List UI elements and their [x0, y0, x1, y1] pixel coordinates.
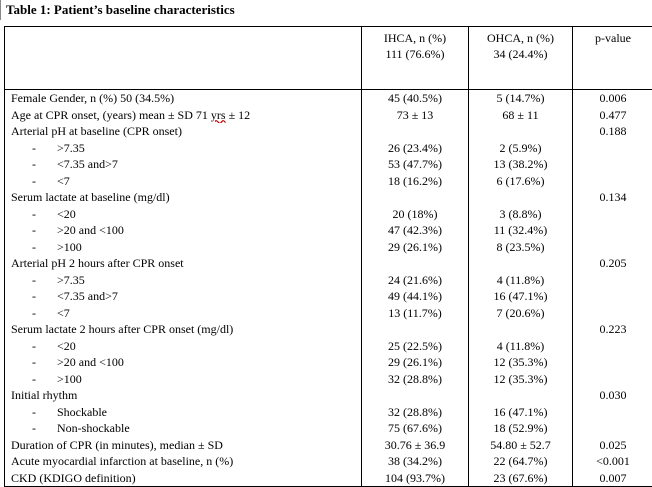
table-row	[5, 239, 652, 256]
ohca-value	[469, 321, 573, 338]
ohca-value: 5 (14.7%)	[469, 90, 573, 107]
row-label: <20	[57, 338, 76, 353]
p-value: 0.188	[573, 123, 652, 140]
table-row	[5, 321, 652, 338]
table-row	[5, 156, 652, 173]
table-row	[5, 206, 652, 223]
p-value: 0.025	[573, 437, 652, 454]
header-ihca	[362, 27, 469, 90]
ohca-value	[469, 387, 573, 404]
p-value: 0.030	[573, 387, 652, 404]
row-label: <7.35 and>7	[57, 157, 118, 171]
ohca-value: 13 (38.2%)	[469, 156, 573, 173]
ihca-value: 29 (26.1%)	[362, 354, 469, 371]
ihca-value: 104 (93.7%)	[362, 470, 469, 487]
ohca-value: 4 (11.8%)	[469, 272, 573, 289]
ihca-value: 30.76 ± 36.9	[362, 437, 469, 454]
ohca-value: 4 (11.8%)	[469, 338, 573, 355]
row-label-cell	[5, 272, 362, 289]
table-row	[5, 272, 652, 289]
row-label: Acute myocardial infarction at baseline, n (%)	[11, 454, 234, 468]
row-label-cell	[5, 222, 362, 239]
list-dash: -	[32, 272, 36, 287]
row-label: Female Gender, n (%) 50 (34.5%)	[11, 91, 175, 105]
p-value: 0.007	[573, 470, 652, 487]
page-corner-mark	[0, 0, 5, 20]
row-label-cell	[5, 140, 362, 157]
ohca-value: 22 (64.7%)	[469, 453, 573, 470]
row-label-cell	[5, 338, 362, 355]
ihca-value: 20 (18%)	[362, 206, 469, 223]
list-dash: -	[32, 305, 36, 320]
row-label: >7.35	[57, 272, 85, 287]
row-label-cell	[5, 305, 362, 322]
p-value	[573, 371, 652, 388]
table-row	[5, 288, 652, 305]
row-label: >100	[57, 371, 82, 386]
row-label: >20 and <100	[57, 355, 124, 369]
ohca-value: 3 (8.8%)	[469, 206, 573, 223]
row-label: >7.35	[57, 140, 85, 155]
header-ihca-line1: IHCA, n (%)	[383, 31, 447, 45]
list-dash: -	[32, 140, 36, 155]
p-value	[573, 354, 652, 371]
ohca-value: 12 (35.3%)	[469, 371, 573, 388]
p-value	[573, 206, 652, 223]
ihca-value: 26 (23.4%)	[362, 140, 469, 157]
ihca-value	[362, 189, 469, 206]
row-label: Initial rhythm	[11, 388, 78, 402]
row-label: <20	[57, 206, 76, 221]
table-row	[5, 255, 652, 272]
table-row	[5, 354, 652, 371]
p-value	[573, 140, 652, 157]
list-dash: -	[32, 173, 36, 188]
ohca-value: 18 (52.9%)	[469, 420, 573, 437]
table-row	[5, 371, 652, 388]
list-dash: -	[32, 404, 36, 419]
row-label: Non-shockable	[57, 421, 130, 435]
row-label-cell	[5, 420, 362, 437]
row-label-part: ± 12	[225, 107, 251, 122]
header-ohca	[469, 27, 573, 90]
table-row	[5, 90, 652, 107]
ohca-value: 6 (17.6%)	[469, 173, 573, 190]
header-ihca-line2: 111 (76.6%)	[385, 46, 445, 61]
p-value	[573, 305, 652, 322]
row-label-cell	[5, 354, 362, 371]
row-label-cell	[5, 371, 362, 388]
ihca-value: 47 (42.3%)	[362, 222, 469, 239]
p-value	[573, 222, 652, 239]
row-label: Shockable	[57, 404, 107, 419]
ohca-value: 23 (67.6%)	[469, 470, 573, 487]
table-row	[5, 189, 652, 206]
row-label-cell	[5, 437, 362, 454]
row-label-cell	[5, 173, 362, 190]
p-value	[573, 173, 652, 190]
row-label-cell	[5, 206, 362, 223]
ohca-value	[469, 123, 573, 140]
ohca-value: 2 (5.9%)	[469, 140, 573, 157]
p-value: 0.223	[573, 321, 652, 338]
ohca-value	[469, 255, 573, 272]
row-label-part: Age at CPR onset, (years) mean ± SD 71	[11, 107, 211, 122]
ohca-value: 16 (47.1%)	[469, 404, 573, 421]
row-label: >20 and <100	[57, 223, 124, 237]
list-dash: -	[32, 223, 36, 237]
ihca-value: 32 (28.8%)	[362, 371, 469, 388]
row-label-yrs-spellcheck: yrs	[210, 107, 226, 122]
list-dash: -	[32, 371, 36, 386]
list-dash: -	[32, 289, 36, 303]
list-dash: -	[32, 355, 36, 369]
row-label: Arterial pH 2 hours after CPR onset	[11, 256, 184, 270]
row-label: CKD (KDIGO definition)	[11, 470, 136, 485]
row-label-cell	[5, 387, 362, 404]
table-row	[5, 305, 652, 322]
p-value	[573, 288, 652, 305]
ohca-value: 8 (23.5%)	[469, 239, 573, 256]
row-label-cell	[5, 288, 362, 305]
ihca-value: 18 (16.2%)	[362, 173, 469, 190]
p-value	[573, 156, 652, 173]
ihca-value: 29 (26.1%)	[362, 239, 469, 256]
p-value	[573, 239, 652, 256]
ohca-value: 16 (47.1%)	[469, 288, 573, 305]
p-value	[573, 420, 652, 437]
ohca-value: 7 (20.6%)	[469, 305, 573, 322]
table-row	[5, 387, 652, 404]
p-value	[573, 338, 652, 355]
row-label: Duration of CPR (in minutes), median ± SD	[11, 437, 223, 452]
row-label-cell	[5, 404, 362, 421]
p-value: 0.477	[573, 107, 652, 124]
ihca-value	[362, 387, 469, 404]
header-label-cell	[5, 27, 362, 90]
ihca-value: 45 (40.5%)	[362, 90, 469, 107]
row-label-cell	[5, 321, 362, 338]
ohca-value: 12 (35.3%)	[469, 354, 573, 371]
row-label: Serum lactate at baseline (mg/dl)	[11, 190, 170, 204]
row-label-cell	[5, 255, 362, 272]
ihca-value: 53 (47.7%)	[362, 156, 469, 173]
p-value: 0.006	[573, 90, 652, 107]
list-dash: -	[32, 338, 36, 353]
table-row	[5, 470, 652, 487]
ohca-value	[469, 189, 573, 206]
table-row	[5, 107, 652, 124]
ihca-value	[362, 255, 469, 272]
table-header-row	[5, 27, 652, 90]
row-label-cell	[5, 90, 362, 107]
row-label-cell	[5, 189, 362, 206]
table-row	[5, 123, 652, 140]
ihca-value: 75 (67.6%)	[362, 420, 469, 437]
row-label-cell	[5, 470, 362, 487]
table-row	[5, 173, 652, 190]
p-value: 0.205	[573, 255, 652, 272]
ihca-value	[362, 321, 469, 338]
row-label-cell	[5, 239, 362, 256]
table-row	[5, 437, 652, 454]
list-dash: -	[32, 421, 36, 435]
ohca-value: 68 ± 11	[469, 107, 573, 124]
row-label: <7	[57, 173, 70, 188]
row-label-cell	[5, 107, 362, 124]
ihca-value: 49 (44.1%)	[362, 288, 469, 305]
list-dash: -	[32, 239, 36, 254]
row-label: <7	[57, 305, 70, 320]
p-value	[573, 272, 652, 289]
table-row	[5, 140, 652, 157]
list-dash: -	[32, 206, 36, 221]
row-label: Arterial pH at baseline (CPR onset)	[11, 124, 182, 138]
header-p-value: p-value	[573, 27, 652, 90]
table-row	[5, 453, 652, 470]
row-label: <7.35 and>7	[57, 289, 118, 303]
table-row	[5, 420, 652, 437]
ihca-value: 38 (34.2%)	[362, 453, 469, 470]
table-title: Table 1: Patient’s baseline characteristics	[6, 2, 235, 17]
header-ohca-line2: 34 (24.4%)	[493, 46, 548, 61]
row-label: >100	[57, 239, 82, 254]
row-label-cell	[5, 156, 362, 173]
table-row	[5, 404, 652, 421]
p-value	[573, 404, 652, 421]
baseline-characteristics-table	[4, 26, 652, 487]
table-row	[5, 338, 652, 355]
row-label-cell	[5, 123, 362, 140]
ohca-value: 11 (32.4%)	[469, 222, 573, 239]
list-dash: -	[32, 157, 36, 171]
p-value: 0.134	[573, 189, 652, 206]
ohca-value: 54.80 ± 52.7	[469, 437, 573, 454]
table-row	[5, 222, 652, 239]
ihca-value: 25 (22.5%)	[362, 338, 469, 355]
ihca-value: 32 (28.8%)	[362, 404, 469, 421]
row-label: Serum lactate 2 hours after CPR onset (mg/dl)	[11, 322, 234, 336]
table-body	[5, 90, 652, 487]
ihca-value: 24 (21.6%)	[362, 272, 469, 289]
ihca-value	[362, 123, 469, 140]
p-value: <0.001	[573, 453, 652, 470]
header-ohca-line1: OHCA, n (%)	[487, 31, 554, 45]
ihca-value: 73 ± 13	[362, 107, 469, 124]
row-label-cell	[5, 453, 362, 470]
ihca-value: 13 (11.7%)	[362, 305, 469, 322]
